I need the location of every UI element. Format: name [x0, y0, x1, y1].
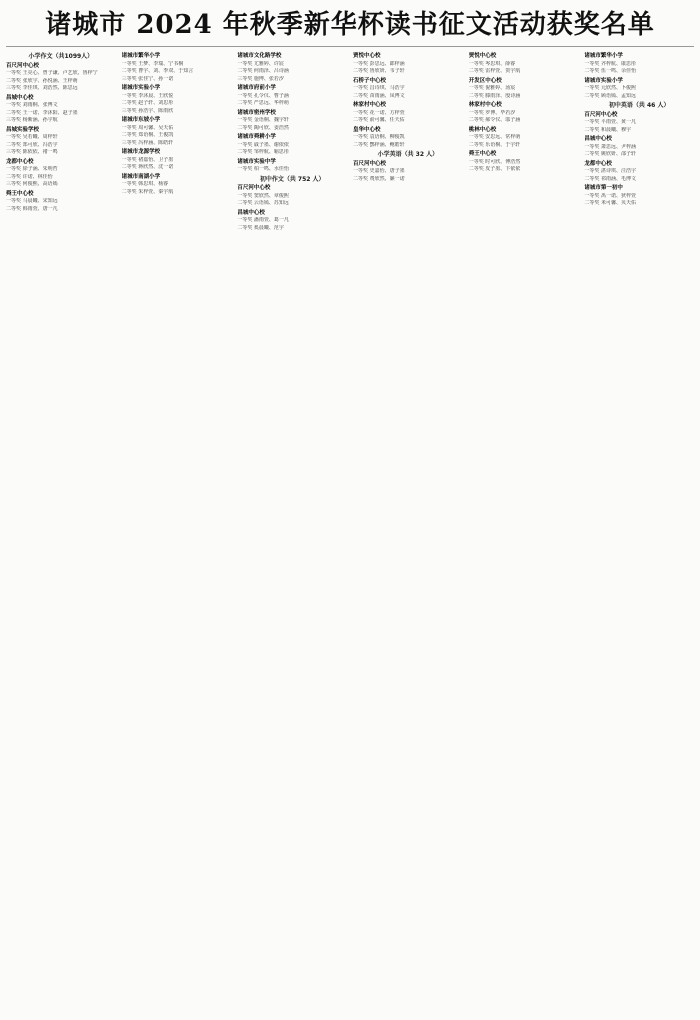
school-name: 诸城市密州学校 [237, 109, 276, 116]
award-entry: 一等奖 潘雨萱、葛一凡 [237, 217, 289, 223]
school-name: 百尺河中心校 [584, 111, 618, 118]
school-name: 昌城中心校 [584, 136, 612, 142]
school-name: 百尺河中心校 [353, 160, 387, 167]
award-entry: 三等奖 陈依依、褚一鸣 [6, 149, 58, 155]
award-entry: 二等奖 顾语嫣、孟知远 [584, 92, 636, 99]
award-entry: 一等奖 柏一鸣、水佳怡 [237, 166, 289, 172]
award-entry: 二等奖 郝令仪、邬子涵 [468, 117, 521, 123]
award-entry: 二等奖 何雨泽、吕诗涵 [237, 68, 289, 74]
column-4 [353, 51, 463, 1017]
school-name: 百尺河中心校 [237, 185, 271, 191]
school-name: 贾悦中心校 [353, 53, 381, 59]
school-name: 诸城市文化路学校 [237, 53, 282, 59]
category-heading: 初中英语（共 46 人） [608, 102, 670, 109]
award-entry: 二等奖 许诺、林佳怡 [6, 173, 53, 180]
school-name: 诸城市东坡小学 [121, 117, 161, 123]
award-entry: 二等奖 邹梓航、喻思彤 [237, 149, 289, 155]
award-entry: 一等奖 岑思琪、薛睿 [468, 60, 516, 67]
school-name: 诸城市实验小学 [121, 85, 161, 91]
award-entry: 一等奖 窦欣然、章俊熙 [237, 192, 289, 199]
school-name: 舜王中心校 [468, 151, 497, 157]
award-entry: 二等奖 皮子墨、卞依依 [468, 166, 521, 172]
award-entry: 二等奖 王一诺、李沐阳、赵子墨 [6, 109, 78, 116]
award-entry: 一等奖 李沐晨、王欣悦 [121, 92, 174, 99]
award-entry: 一等奖 时可欣、傅浩然 [468, 158, 521, 165]
school-name: 诸城市龙源学校 [121, 149, 161, 155]
award-entry: 二等奖 姚欣妍、邵子轩 [584, 151, 636, 157]
award-entry: 一等奖 昌诗琪、马浩宇 [353, 85, 405, 91]
award-entry: 二等奖 费欣然、廉一诺 [353, 175, 405, 182]
award-entry: 一等奖 禹一诺、狄梓萱 [584, 192, 636, 199]
award-entry: 二等奖 雷梓萱、贺宇航 [468, 68, 521, 74]
award-entry: 一等奖 罗博、毕若汐 [468, 109, 516, 116]
school-name: 昌城中心校 [237, 209, 265, 216]
school-name: 诸城市实验中学 [237, 158, 276, 165]
award-entry: 一等奖 萧思远、尹梓涵 [584, 143, 636, 150]
award-entry: 三等奖 杨紫涵、孙宇航 [6, 117, 58, 123]
award-entry: 二等奖 苗雨涵、凤博文 [353, 92, 405, 99]
award-entry: 三等奖 李佳琪、刘浩然、陈思远 [6, 85, 78, 91]
award-entry: 一等奖 元欣然、卜俊熙 [584, 85, 636, 91]
award-entry: 二等奖 鲁欣妍、韦子轩 [353, 68, 405, 74]
column-3 [237, 51, 347, 1017]
award-entry: 二等奖 郑可欣、冯浩宇 [6, 141, 58, 148]
school-name: 昌城实验学校 [6, 126, 40, 133]
award-entry: 二等奖 蒋欣然、沈一诺 [121, 164, 174, 170]
school-name: 诸城市实验小学 [584, 77, 623, 84]
school-name: 诸城市第一初中 [584, 185, 623, 191]
award-entry: 二等奖 酆梓涵、鲍皓轩 [353, 141, 405, 148]
school-name: 诸城市南湖小学 [121, 173, 161, 180]
award-entry: 一等奖 徐子涵、朱明哲 [6, 166, 58, 172]
award-entry: 一等奖 尤雅婷、许宸 [237, 60, 284, 67]
school-name: 林家村中心校 [353, 102, 387, 108]
award-entry: 二等奖 朱梓萱、秦宇航 [121, 188, 174, 195]
award-entry: 二等奖 严思远、华梓萌 [237, 100, 289, 106]
award-entry: 一等奖 袁语桐、柳俊凯 [353, 134, 405, 140]
award-entry: 一等奖 孔令仪、曹子涵 [237, 92, 289, 99]
award-entry: 一等奖 平雨萱、黄一凡 [584, 119, 636, 125]
award-entry: 三等奖 张佳宁、孙一诺 [121, 75, 174, 82]
award-list-columns [6, 51, 694, 1017]
award-entry: 三等奖 施博、张若汐 [237, 75, 284, 82]
award-entry: 一等奖 金语桐、魏宇轩 [237, 117, 289, 123]
award-entry: 二等奖 滕雨泽、殷诗涵 [468, 92, 521, 99]
award-entry: 二等奖 和晨曦、穆宇 [584, 126, 631, 133]
award-entry: 一等奖 戚子墨、谢依依 [237, 141, 289, 148]
award-entry: 一等奖 韩思琪、杨睿 [121, 181, 169, 187]
award-entry: 一等奖 王亮心、曾子谦、卢艺欣、鲁梓宁 [6, 70, 98, 76]
school-name: 诸城市繁华小学 [584, 53, 623, 59]
award-entry: 三等奖 冯梓涵、陈皓轩 [121, 139, 174, 146]
award-entry: 一等奖 王梦、李瑞、宁书桐 [121, 60, 184, 67]
award-entry: 一等奖 史嘉怡、唐子墨 [353, 168, 405, 174]
award-entry: 二等奖 乐语桐、于宇轩 [468, 141, 521, 148]
school-name: 贾悦中心校 [468, 53, 497, 59]
award-entry: 一等奖 马晨曦、宋知远 [6, 198, 58, 204]
school-name: 百尺河中心校 [6, 62, 40, 69]
column-5 [469, 51, 579, 1017]
award-entry: 三等奖 何俊熙、高语嫣 [6, 181, 58, 187]
school-name: 诸城市舜耕小学 [237, 134, 276, 140]
school-name: 诸城市府前小学 [237, 85, 276, 91]
award-entry: 二等奖 俞可馨、任天佑 [353, 117, 405, 123]
school-name: 林家村中心校 [468, 102, 502, 108]
award-entry: 二等奖 曹宇、刘、季双、于知言 [121, 68, 194, 74]
school-name: 开发区中心校 [468, 77, 502, 84]
column-6 [584, 51, 694, 1017]
award-entry: 一等奖 齐梓航、康思彤 [584, 60, 636, 67]
award-entry: 二等奖 奚晨曦、范宇 [237, 224, 284, 231]
school-name: 舜王中心校 [6, 190, 34, 197]
school-name: 桃林中心校 [468, 126, 497, 133]
award-entry: 一等奖 安思远、常梓萌 [468, 134, 521, 140]
award-entry: 一等奖 彭思远、郎梓涵 [353, 60, 405, 67]
category-heading: 初中作文（共 752 人） [259, 175, 325, 183]
award-entry: 二等奖 郑语桐、王俊凯 [121, 132, 174, 138]
award-entry: 二等奖 云语嫣、苏知远 [237, 200, 289, 206]
award-entry: 二等奖 伍一鸣、余佳怡 [584, 68, 636, 74]
award-entry: 二等奖 赵子轩、刘思彤 [121, 100, 174, 106]
award-entry: 一等奖 湛诗琪、汪浩宇 [584, 168, 636, 174]
column-1 [6, 51, 116, 1017]
award-entry: 二等奖 陶可欣、姜浩然 [237, 124, 289, 131]
award-entry: 二等奖 张欣宇、孙悦涵、王梓萌 [6, 77, 78, 84]
award-entry: 二等奖 祁雨涵、毛博文 [584, 175, 636, 182]
category-heading: 小学作文（共1099人） [28, 53, 94, 60]
award-entry: 三等奖 孙浩宇、陈雨欣 [121, 107, 174, 114]
category-heading: 小学英语（共 32 人） [377, 151, 439, 158]
school-name: 皇华中心校 [353, 126, 381, 133]
award-entry: 一等奖 吴若曦、周梓轩 [6, 134, 58, 140]
award-entry: 二等奖 米可馨、贝天佑 [584, 200, 636, 206]
award-entry: 一等奖 周可馨、吴天佑 [121, 124, 174, 131]
title-divider [6, 46, 694, 47]
school-name: 诸城市繁华小学 [121, 53, 161, 59]
award-entry: 一等奖 褚嘉怡、卫子墨 [121, 156, 174, 163]
award-entry: 二等奖 韩雨萱、唐一凡 [6, 205, 58, 212]
award-entry: 一等奖 倪雅婷、汤宸 [468, 85, 516, 91]
page-title: 诸城市 2024 年秋季新华杯读书征文活动获奖名单 [45, 10, 655, 40]
column-2 [122, 51, 232, 1017]
award-entry: 一等奖 花一诺、方梓萱 [353, 109, 405, 116]
school-name: 龙都中心校 [584, 160, 612, 167]
award-entry: 一等奖 刘雨桐、张博文 [6, 102, 58, 108]
school-name: 龙都中心校 [6, 158, 34, 165]
school-name: 石桥子中心校 [353, 77, 387, 84]
school-name: 昌城中心校 [6, 94, 34, 101]
